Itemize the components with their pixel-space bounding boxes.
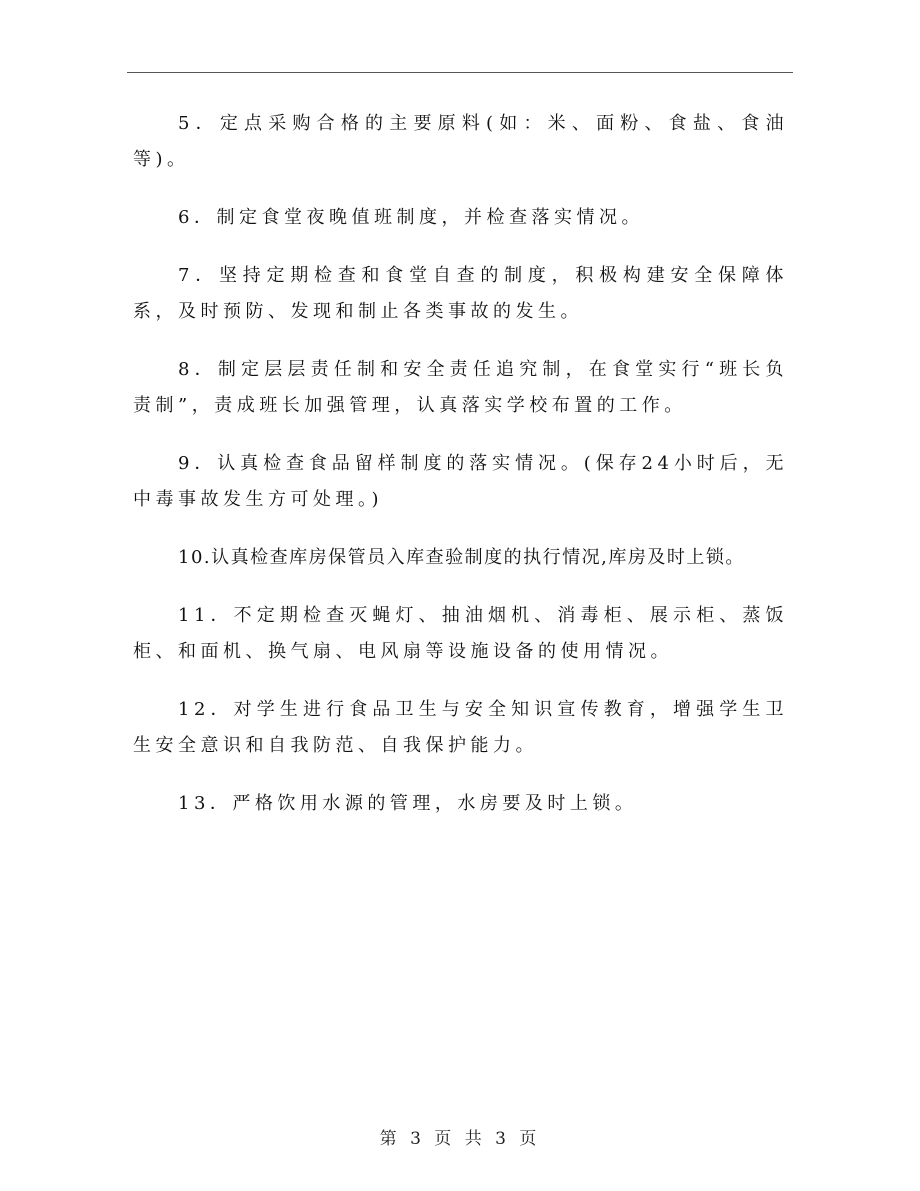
paragraph-item-5: 5．定点采购合格的主要原料(如：米、面粉、食盐、食油等)。 <box>133 113 788 170</box>
paragraph-item-11: 11．不定期检查灭蝇灯、抽油烟机、消毒柜、展示柜、蒸饭柜、和面机、换气扇、电风扇等设施设备的使用情况。 <box>133 605 788 662</box>
header-rule <box>127 72 793 73</box>
paragraph-item-13: 13．严格饮用水源的管理，水房要及时上锁。 <box>178 793 638 814</box>
paragraph-item-9: 9．认真检查食品留样制度的落实情况。(保存24小时后，无中毒事故发生方可处理。) <box>133 453 788 510</box>
paragraph-item-12: 12．对学生进行食品卫生与安全知识宣传教育，增强学生卫生安全意识和自我防范、自我保护能力。 <box>133 699 788 756</box>
document-body <box>133 106 788 844</box>
paragraph-item-6: 6．制定食堂夜晚值班制度，并检查落实情况。 <box>178 207 644 228</box>
paragraph-item-8: 8．制定层层责任制和安全责任追究制，在食堂实行“班长负责制”，责成班长加强管理，认真落实学校布置的工作。 <box>133 359 788 416</box>
paragraph-item-10: 10.认真检查库房保管员入库查验制度的执行情况,库房及时上锁。 <box>178 547 745 568</box>
page-number-footer: 第 3 页 共 3 页 <box>379 1129 541 1149</box>
paragraph-item-7: 7．坚持定期检查和食堂自查的制度，积极构建安全保障体系，及时预防、发现和制止各类事故的发生。 <box>133 265 788 322</box>
